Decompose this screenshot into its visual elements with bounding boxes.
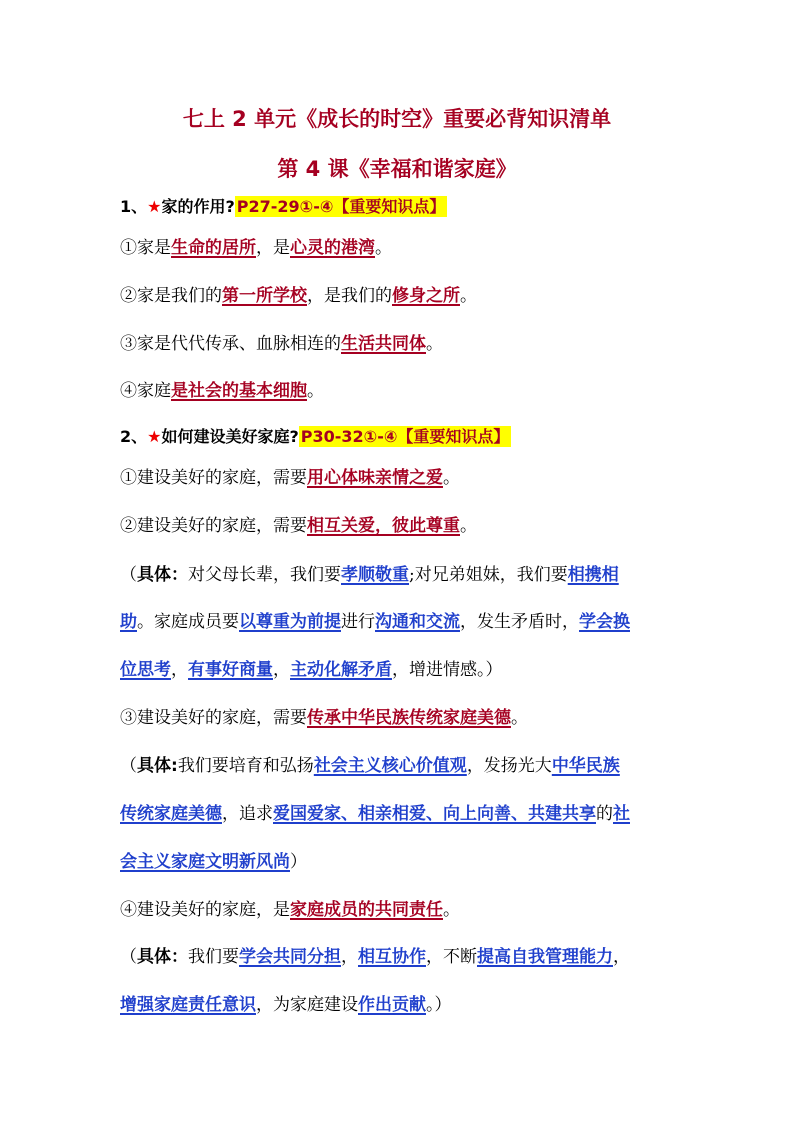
question-1-text: 家的作用?	[161, 197, 235, 216]
question-1-page-tag: P27-29①-④【重要知识点】	[236, 197, 446, 216]
lesson-title: 第 4 课《幸福和谐家庭》	[277, 157, 517, 181]
punct: 。	[460, 516, 477, 536]
keyword: 助	[120, 612, 137, 632]
punct: ，	[273, 660, 290, 680]
keyword: 传统家庭美德	[120, 804, 222, 824]
q1-point-1-mid: ，是	[256, 238, 290, 258]
detail-text: ，不断	[426, 947, 477, 967]
keyword: 相互协作	[358, 947, 426, 967]
detail-text: 。家庭成员要	[137, 612, 239, 632]
keyword: 生活共同体	[341, 334, 426, 354]
star-icon: ★	[147, 197, 162, 216]
keyword: 爱国爱家、相亲相爱、向上向善、共建共享	[273, 804, 596, 824]
q2-detail-4-line-1	[120, 945, 680, 969]
keyword: 家庭成员的共同责任	[290, 900, 443, 920]
q2-detail-3-line-1	[120, 754, 680, 778]
punct: 。	[443, 468, 460, 488]
detail-label: 具体：	[137, 947, 188, 967]
punct: 。	[460, 286, 477, 306]
q1-point-1-pre: ①家是	[120, 238, 171, 258]
detail-text: 的	[596, 804, 613, 824]
q2-point-3	[120, 706, 680, 730]
keyword: 沟通和交流	[375, 612, 460, 632]
detail-text: ，为家庭建设	[256, 995, 358, 1015]
punct: （	[120, 756, 137, 776]
q2-point-4-pre: ④建设美好的家庭，是	[120, 900, 290, 920]
question-2-text: 如何建设美好家庭?	[161, 427, 299, 446]
q2-point-1	[120, 466, 680, 490]
punct: 。	[307, 381, 324, 401]
detail-label: 具体：	[137, 565, 188, 585]
detail-label: 具体:	[137, 756, 178, 776]
q2-detail-2-line-2	[120, 610, 680, 634]
q1-point-2-mid: ，是我们的	[307, 286, 392, 306]
punct: ，	[613, 947, 630, 967]
punct: （	[120, 565, 137, 585]
q1-point-4	[120, 379, 680, 403]
keyword: 会主义家庭文明新风尚	[120, 852, 290, 872]
q1-point-3-pre: ③家是代代传承、血脉相连的	[120, 334, 341, 354]
q2-detail-3-line-2	[120, 802, 680, 826]
keyword: 增强家庭责任意识	[120, 995, 256, 1015]
document-title: 七上 2 单元《成长的时空》重要必背知识清单	[182, 107, 612, 131]
keyword: 相携相	[567, 565, 619, 585]
question-2-page-tag: P30-32①-④【重要知识点】	[300, 427, 510, 446]
question-1-heading	[120, 195, 680, 219]
keyword: 传承中华民族传统家庭美德	[307, 708, 511, 728]
q2-point-2-pre: ②建设美好的家庭，需要	[120, 516, 307, 536]
punct: （	[120, 947, 137, 967]
q2-point-1-pre: ①建设美好的家庭，需要	[120, 468, 307, 488]
keyword: 用心体味亲情之爱	[307, 468, 443, 488]
keyword: 相互关爱，彼此尊重	[307, 516, 460, 536]
q2-detail-4-line-2	[120, 993, 680, 1017]
keyword: 中华民族	[551, 756, 620, 776]
detail-text: ，发扬光大	[466, 756, 552, 776]
q1-point-4-pre: ④家庭	[120, 381, 171, 401]
q2-detail-2-line-1	[120, 563, 680, 587]
q2-point-4	[120, 898, 680, 922]
keyword: 有事好商量	[188, 660, 273, 680]
q2-detail-2-line-3	[120, 658, 680, 682]
keyword: 作出贡献	[358, 995, 426, 1015]
detail-text: 我们要	[188, 947, 239, 967]
keyword: 是社会的基本细胞	[171, 381, 307, 401]
keyword: 学会换	[579, 612, 630, 632]
keyword: 社会主义核心价值观	[313, 756, 467, 776]
keyword: 第一所学校	[222, 286, 307, 306]
punct: 。	[375, 238, 392, 258]
punct: ，	[171, 660, 188, 680]
punct: ）	[290, 852, 307, 872]
keyword: 位思考	[120, 660, 171, 680]
detail-text: ，发生矛盾时，	[460, 612, 579, 632]
keyword: 以尊重为前提	[239, 612, 341, 632]
keyword: 主动化解矛盾	[290, 660, 392, 680]
detail-text: 我们要培育和弘扬	[177, 756, 314, 776]
q1-point-3	[120, 332, 680, 356]
q1-point-2	[120, 284, 680, 308]
star-icon: ★	[147, 427, 162, 446]
question-1-number: 1、	[120, 197, 148, 216]
q1-point-2-pre: ②家是我们的	[120, 286, 222, 306]
keyword: 心灵的港湾	[290, 238, 375, 258]
question-2-number: 2、	[120, 427, 148, 446]
punct: 。	[426, 334, 443, 354]
q2-point-3-pre: ③建设美好的家庭，需要	[120, 708, 307, 728]
punct: ，	[341, 947, 358, 967]
keyword: 提高自我管理能力	[477, 947, 613, 967]
q2-detail-3-line-3	[120, 850, 680, 874]
detail-text: 进行	[341, 612, 375, 632]
keyword: 修身之所	[392, 286, 460, 306]
q1-point-1	[120, 236, 680, 260]
keyword: 生命的居所	[171, 238, 256, 258]
punct: 。	[511, 708, 528, 728]
detail-text: 对父母长辈，我们要	[188, 565, 341, 585]
detail-text: ;对兄弟姐妹，我们要	[409, 565, 568, 585]
q2-point-2	[120, 514, 680, 538]
detail-text: ，增进情感。）	[392, 660, 503, 680]
keyword: 社	[613, 804, 630, 824]
punct: 。	[443, 900, 460, 920]
keyword: 学会共同分担	[239, 947, 341, 967]
question-2-heading	[120, 425, 680, 449]
detail-text: ，追求	[222, 804, 273, 824]
keyword: 孝顺敬重	[341, 565, 409, 585]
punct: 。）	[426, 995, 452, 1015]
